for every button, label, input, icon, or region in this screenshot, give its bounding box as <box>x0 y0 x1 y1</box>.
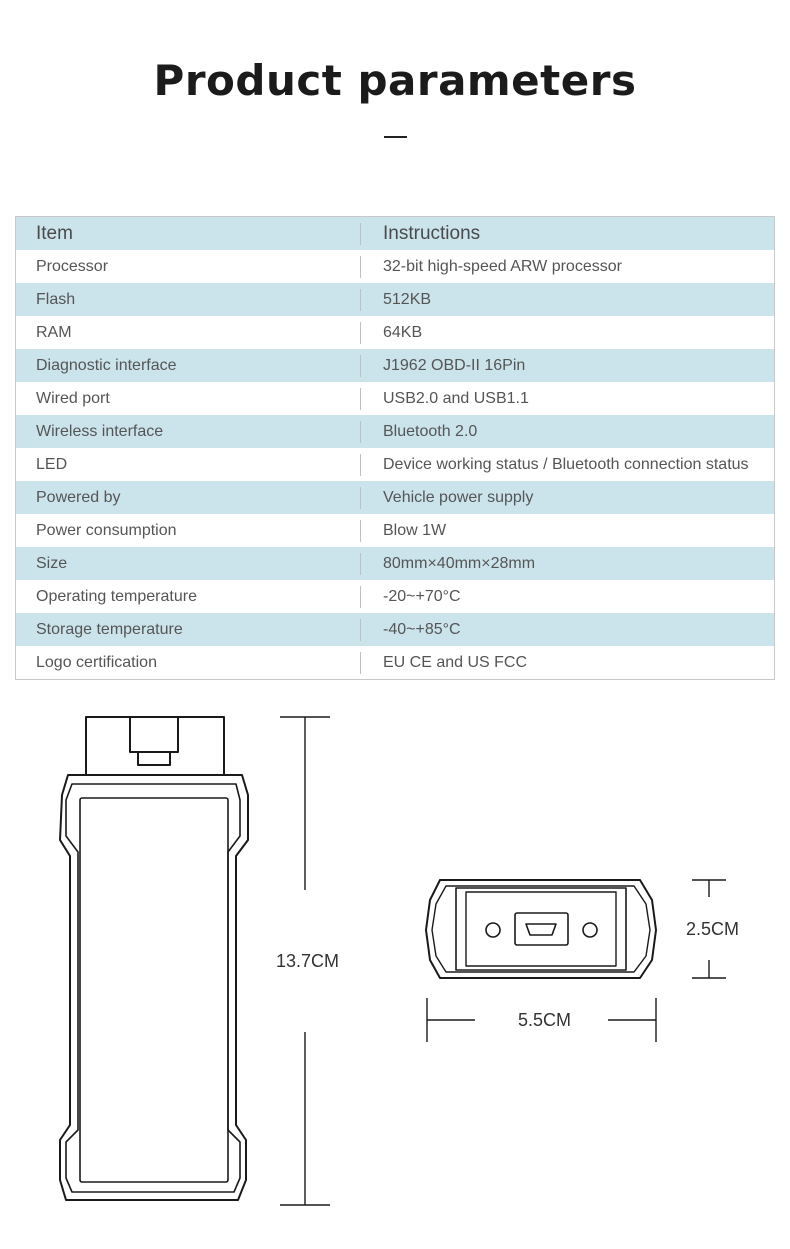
header-item: Item <box>36 222 73 244</box>
row-value: Vehicle power supply <box>383 488 534 506</box>
row-value: EU CE and US FCC <box>383 653 528 671</box>
title-divider <box>384 136 407 138</box>
dimension-drawing <box>0 700 790 1244</box>
table-row <box>16 283 774 316</box>
table-row <box>16 514 774 547</box>
row-item: Processor <box>36 257 109 275</box>
row-item: Power consumption <box>36 521 177 539</box>
row-item: Diagnostic interface <box>36 356 177 374</box>
row-item: Wireless interface <box>36 422 164 440</box>
table-row <box>16 349 774 382</box>
spec-table <box>15 216 775 680</box>
row-value: Blow 1W <box>383 521 447 539</box>
row-item: Size <box>36 554 68 572</box>
row-value: 32-bit high-speed ARW processor <box>383 257 622 275</box>
table-row <box>16 547 774 580</box>
table-row <box>16 646 774 679</box>
table-row <box>16 481 774 514</box>
table-row <box>16 382 774 415</box>
row-value: Bluetooth 2.0 <box>383 422 478 440</box>
device-outline-drawing <box>0 700 790 1244</box>
table-row <box>16 415 774 448</box>
table-row <box>16 250 774 283</box>
row-item: RAM <box>36 323 72 341</box>
row-item: Powered by <box>36 488 121 506</box>
row-item: Wired port <box>36 389 110 407</box>
row-value: -40~+85°C <box>383 620 461 638</box>
row-item: Operating temperature <box>36 587 197 605</box>
row-value: J1962 OBD-II 16Pin <box>383 356 526 374</box>
end-view <box>426 880 656 978</box>
table-row <box>16 448 774 481</box>
row-value: 80mm×40mm×28mm <box>383 554 536 572</box>
header-instructions: Instructions <box>383 222 481 244</box>
width-dimension-label: 5.5CM <box>518 1010 572 1030</box>
row-item: Flash <box>36 290 76 308</box>
row-value: 512KB <box>383 290 432 308</box>
table-row <box>16 316 774 349</box>
depth-dimension-label: 2.5CM <box>686 919 740 939</box>
table-header-row <box>16 217 774 250</box>
table-row <box>16 613 774 646</box>
front-view <box>60 717 248 1200</box>
row-item: Storage temperature <box>36 620 183 638</box>
row-item: Logo certification <box>36 653 157 671</box>
row-value: Device working status / Bluetooth connection status <box>383 455 749 473</box>
row-value: -20~+70°C <box>383 587 461 605</box>
row-value: 64KB <box>383 323 423 341</box>
table-row <box>16 580 774 613</box>
row-item: LED <box>36 455 68 473</box>
height-dimension-label: 13.7CM <box>276 951 340 971</box>
row-value: USB2.0 and USB1.1 <box>383 389 529 407</box>
page-title: Product parameters <box>153 56 637 105</box>
